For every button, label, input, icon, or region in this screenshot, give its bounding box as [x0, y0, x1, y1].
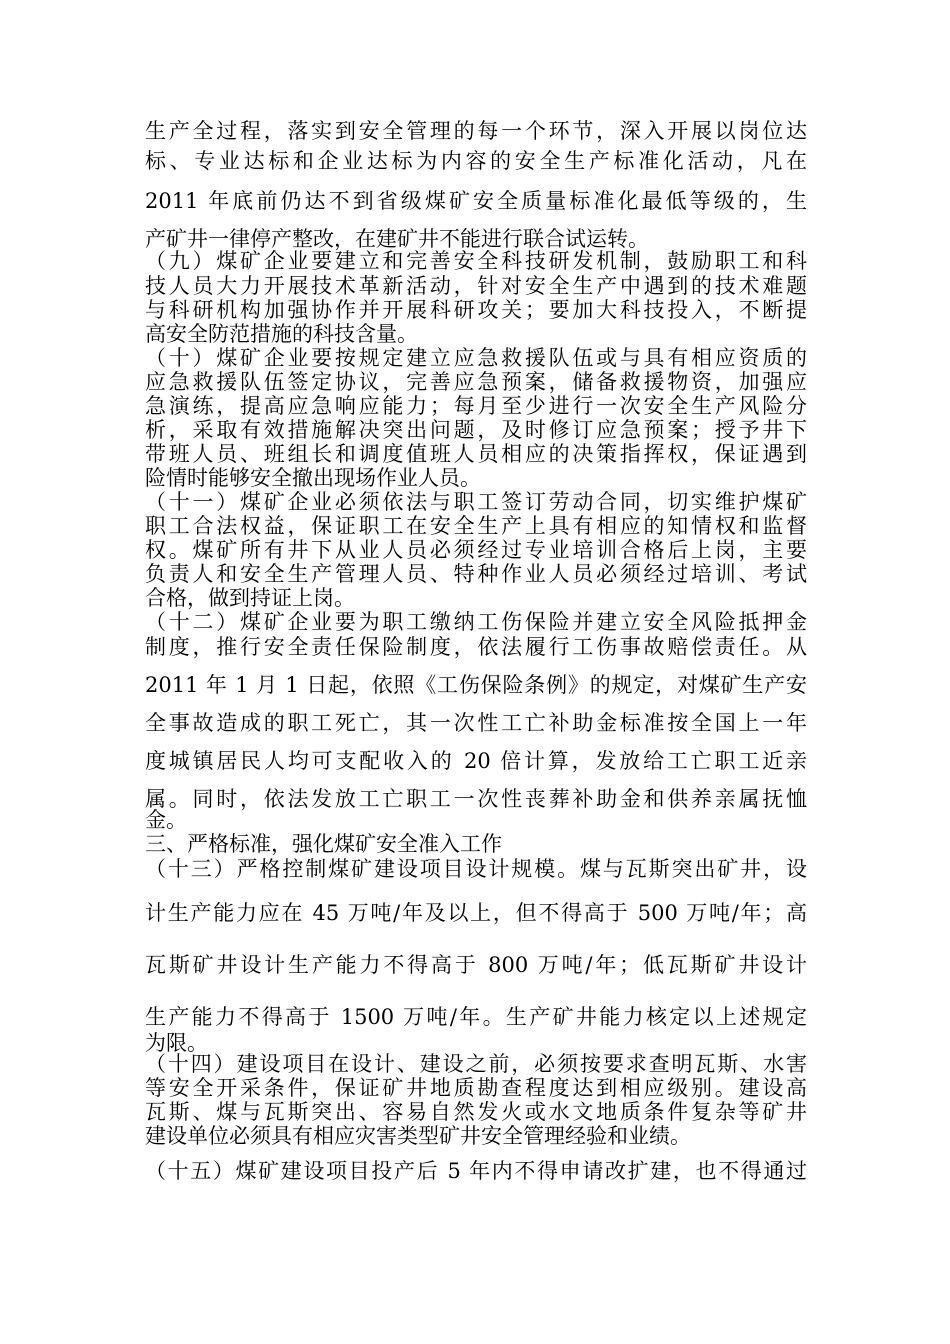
text-line: 属。同时，依法发放工亡职工一次性丧葬补助金和供养亲属抚恤	[145, 787, 807, 811]
text-line: （十五）煤矿建设项目投产后 5 年内不得申请改扩建，也不得通过	[145, 1159, 807, 1183]
text-line: 带班人员、班组长和调度值班人员相应的决策指挥权，保证遇到	[145, 442, 807, 466]
text-line: 应急救援队伍签定协议，完善应急预案，储备救援物资，加强应	[145, 370, 807, 394]
text-line: 急演练，提高应急响应能力；每月至少进行一次安全生产风险分	[145, 394, 807, 418]
text-line: 瓦斯、煤与瓦斯突出、容易自然发火或水文地质条件复杂等矿井	[145, 1100, 807, 1124]
text-line: 与科研机构加强协作并开展科研攻关；要加大科技投入，不断提	[145, 298, 807, 322]
text-line: （十）煤矿企业要按规定建立应急救援队伍或与具有相应资质的	[145, 346, 807, 370]
text-line: 计生产能力应在 45 万吨/年及以上，但不得高于 500 万吨/年；高	[145, 901, 807, 925]
text-line: （十三）严格控制煤矿建设项目设计规模。煤与瓦斯突出矿井，设	[145, 857, 807, 881]
text-line: （十一）煤矿企业必须依法与职工签订劳动合同，切实维护煤矿	[145, 490, 807, 514]
text-line: 职工合法权益，保证职工在安全生产上具有相应的知情权和监督	[145, 514, 807, 538]
text-line: 为限。	[145, 1031, 208, 1055]
text-line: （十二）煤矿企业要为职工缴纳工伤保险并建立安全风险抵押金	[145, 610, 807, 634]
section-heading: 三、严格标准，强化煤矿安全准入工作	[145, 832, 502, 856]
text-line: 生产全过程，落实到安全管理的每一个环节，深入开展以岗位达	[145, 119, 807, 143]
document-body	[145, 118, 807, 1184]
text-line: 金。	[145, 808, 187, 832]
text-line: 合格，做到持证上岗。	[145, 586, 355, 610]
text-line: （十四）建设项目在设计、建设之前，必须按要求查明瓦斯、水害	[145, 1052, 807, 1076]
text-line: 生产能力不得高于 1500 万吨/年。生产矿井能力核定以上述规定	[145, 1005, 807, 1029]
text-line: 等安全开采条件，保证矿井地质勘查程度达到相应级别。建设高	[145, 1076, 807, 1100]
text-line: 制度，推行安全责任保险制度，依法履行工伤事故赔偿责任。从	[145, 635, 807, 659]
text-line: 全事故造成的职工死亡，其一次性工亡补助金标准按全国上一年	[145, 711, 807, 735]
text-line: 标、专业达标和企业达标为内容的安全生产标准化活动，凡在	[145, 149, 807, 173]
text-line: 负责人和安全生产管理人员、特种作业人员必须经过培训、考试	[145, 562, 807, 586]
text-line: 建设单位必须具有相应灾害类型矿井安全管理经验和业绩。	[145, 1124, 691, 1148]
text-line: 2011 年 1 月 1 日起，依照《工伤保险条例》的规定，对煤矿生产安	[145, 673, 807, 697]
text-line: 度城镇居民人均可支配收入的 20 倍计算，发放给工亡职工近亲	[145, 749, 807, 773]
text-line: 权。煤矿所有井下从业人员必须经过专业培训合格后上岗，主要	[145, 538, 807, 562]
text-line: 产矿井一律停产整改，在建矿井不能进行联合试运转。	[145, 227, 649, 251]
text-line: （九）煤矿企业要建立和完善安全科技研发机制，鼓励职工和科	[145, 249, 807, 273]
text-line: 险情时能够安全撤出现场作业人员。	[145, 466, 481, 490]
text-line: 高安全防范措施的科技含量。	[145, 322, 418, 346]
text-line: 瓦斯矿井设计生产能力不得高于 800 万吨/年；低瓦斯矿井设计	[145, 953, 807, 977]
text-line: 2011 年底前仍达不到省级煤矿安全质量标准化最低等级的，生	[145, 189, 807, 213]
text-line: 析，采取有效措施解决突出问题，及时修订应急预案；授予井下	[145, 418, 807, 442]
text-line: 技人员大力开展技术革新活动，针对安全生产中遇到的技术难题	[145, 274, 807, 298]
